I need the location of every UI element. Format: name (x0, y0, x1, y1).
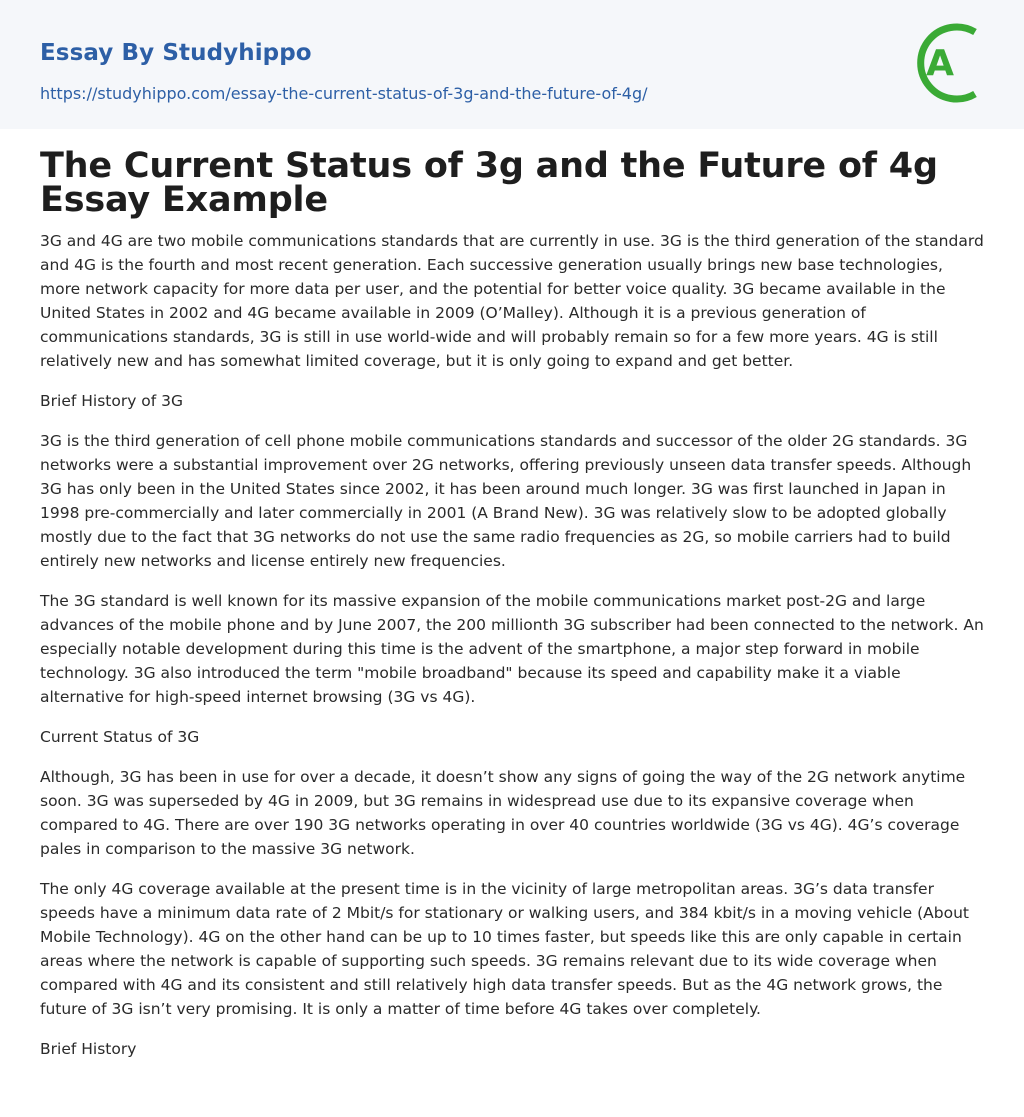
article-body (40, 229, 984, 1061)
source-url-link[interactable]: https://studyhippo.com/essay-the-current-status-of-3g-and-the-future-of-4g/ (40, 84, 648, 103)
studyhippo-logo-icon[interactable] (911, 18, 989, 108)
paragraph: 3G is the third generation of cell phone mobile communications standards and successor of the older 2G standards. 3G networks were a substantial improvement over 2G networks, offering previously unseen data transfer speeds. Although 3G has only been in the United States since 2002, it has been around much longer. 3G was first launched in Japan in 1998 pre-commercially and later commercially in 2001 (A Brand New). 3G was relatively slow to be adopted globally mostly due to the fact that 3G networks do not use the same radio frequencies as 2G, so mobile carriers had to build entirely new networks and license entirely new frequencies. (40, 432, 972, 570)
article (40, 146, 984, 1077)
section-heading-brief-history: Brief History (40, 1040, 137, 1058)
site-header (0, 0, 1024, 129)
logo-letter: A (926, 43, 954, 84)
section-heading-brief-history-3g: Brief History of 3G (40, 392, 184, 410)
site-title[interactable]: Essay By Studyhippo (40, 40, 312, 66)
paragraph-intro: 3G and 4G are two mobile communications standards that are currently in use. 3G is the third generation of the standard and 4G is the fourth and most recent generation. Each successive generation usually brings new base technologies, more network capacity for more data per user, and the potential for better voice quality. 3G became available in the United States in 2002 and 4G became available in 2009 (O’Malley). Although it is a previous generation of communications standards, 3G is still in use world-wide and will probably remain so for a few more years. 4G is still relatively new and has somewhat limited coverage, but it is only going to expand and get better. (40, 232, 984, 370)
paragraph: The 3G standard is well known for its massive expansion of the mobile communications market post-2G and large advances of the mobile phone and by June 2007, the 200 millionth 3G subscriber had been connected to the network. An especially notable development during this time is the advent of the smartphone, a major step forward in mobile technology. 3G also introduced the term "mobile broadband" because its speed and capability make it a viable alternative for high-speed internet browsing (3G vs 4G). (40, 592, 984, 706)
section-heading-current-status-3g: Current Status of 3G (40, 728, 200, 746)
page-title: The Current Status of 3g and the Future of 4g Essay Example (40, 146, 938, 220)
paragraph: The only 4G coverage available at the present time is in the vicinity of large metropolitan areas. 3G’s data transfer speeds have a minimum data rate of 2 Mbit/s for stationary or walking users, and 384 kbit/s in a moving vehicle (About Mobile Technology). 4G on the other hand can be up to 10 times faster, but speeds like this are only capable in certain areas where the network is capable of supporting such speeds. 3G remains relevant due to its wide coverage when compared with 4G and its consistent and still relatively high data transfer speeds. But as the 4G network grows, the future of 3G isn’t very promising. It is only a matter of time before 4G takes over completely. (40, 880, 970, 1018)
paragraph: Although, 3G has been in use for over a decade, it doesn’t show any signs of going the way of the 2G network anytime soon. 3G was superseded by 4G in 2009, but 3G remains in widespread use due to its expansive coverage when compared to 4G. There are over 190 3G networks operating in over 40 countries worldwide (3G vs 4G). 4G’s coverage pales in comparison to the massive 3G network. (40, 768, 966, 858)
